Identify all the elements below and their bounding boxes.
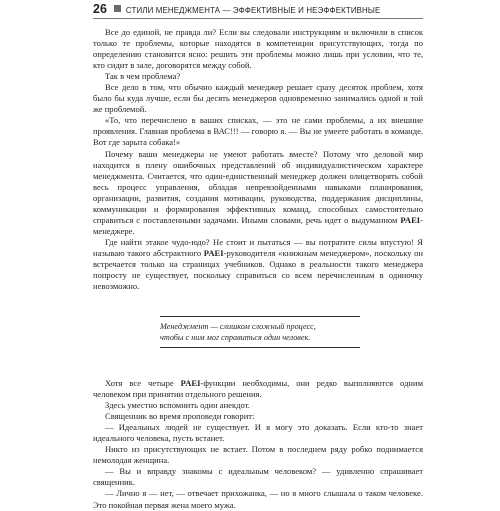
paragraph: — Вы и вправду знакомы с идеальным человеком? — удивленно спрашивает священник. <box>93 466 423 488</box>
paragraph: Никто из присутствующих не встает. Потом в последнем ряду робко поднимается немолодая женщина. <box>93 444 423 466</box>
page-header <box>93 2 423 19</box>
paragraph: — Идеальных людей не существует. И я могу это доказать. Если кто-то знает идеального человека, пусть встанет. <box>93 422 423 444</box>
paragraph: Все дело в том, что обычно каждый менеджер решает сразу десяток проблем, хотя было бы куда лучше, если бы десять менеджеров одновременно занимались одной и той же проблемой. <box>93 82 423 115</box>
paragraph: Священник во время проповеди говорит: <box>105 411 255 422</box>
paragraph: — Лично я — нет, — отвечает прихожанка, — но я много слышала о таком человеке. Это покойная первая жена моего мужа. <box>93 488 423 510</box>
body-text-section-2 <box>93 378 423 511</box>
page-number: 26 <box>93 2 107 16</box>
paragraph: Почему ваши менеджеры не умеют работать вместе? Потому что деловой мир находится в плену ошибочных представлений об индивидуалистическом характере менеджмента. Считается, что один-единственный менеджер должен олицетворять собой весь процесс управления, обладая непревзойденными навыками планирования, организации, развития, создания мотивации, руководства, поддержания дисциплины, коммуникации и формирования эффективных команд, способных самостоятельно справиться с поставленными задачами. Иными словами, речь идет о выдуманном PAEI-менеджере. <box>93 148 423 236</box>
paragraph: Все до единой, не правда ли? Если вы следовали инструкциям и включили в список только те проблемы, которые находятся в компетенции присутствующих, тогда по определению становится ясно: решить эти проблемы можно лишь при условии, что те, кто сидит в зале, договорятся между собой. <box>93 27 423 71</box>
pull-quote <box>160 316 360 348</box>
running-head: СТИЛИ МЕНЕДЖМЕНТА — ЭФФЕКТИВНЫЕ И НЕЭФФЕКТИВНЫЕ <box>125 6 381 15</box>
paragraph: «То, что перечислено в ваших списках, — это не сами проблемы, а их внешние проявления. Главная проблема в ВАС!!! — говорю я. — Вы не умеете работать в команде. Вот где зарыта собака!» <box>93 115 423 148</box>
pull-quote-line: чтобы с ним мог справиться один человек. <box>160 333 311 342</box>
body-text-section-1 <box>93 27 423 292</box>
paragraph: Так в чем проблема? <box>105 71 181 82</box>
square-bullet-icon <box>114 5 121 12</box>
paragraph: Здесь уместно вспомнить один анекдот. <box>105 400 250 411</box>
paragraph: Хотя все четыре PAEI-функции необходимы, они редко выполняются одним человеком при принятии отдельного решения. <box>93 378 423 400</box>
paragraph: Где найти этакое чудо-юдо? Не стоит и пытаться — вы потратите силы впустую! Я называю такого абстрактного PAEI-руководителя «книжным менеджером», поскольку он встречается только на страницах учебников. Однако в реальности такого менеджера попросту не существует, поскольку справиться со всем перечисленным в одиночку невозможно. <box>93 236 423 292</box>
pull-quote-line: Менеджмент — слишком сложный процесс, <box>160 322 316 331</box>
